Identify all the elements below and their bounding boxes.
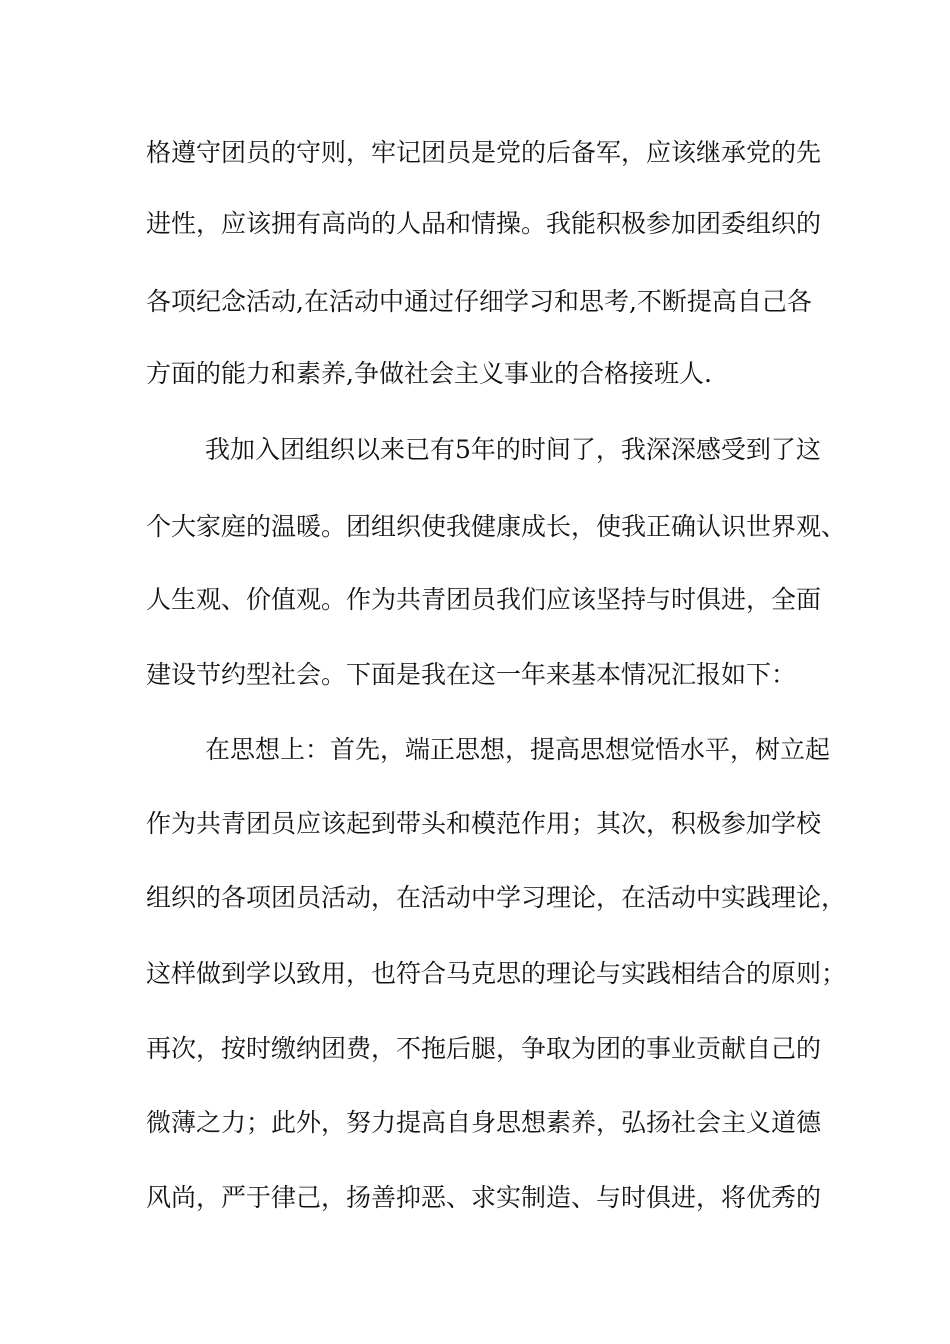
text-line-7: 人生观、价值观。作为共青团员我们应该坚持与时俱进，全面 xyxy=(146,585,822,614)
text-line-12: 这样做到学以致用，也符合马克思的理论与实践相结合的原则； xyxy=(146,959,847,988)
text-line-5: 我加入团组织以来已有5年的时间了，我深深感受到了这 xyxy=(205,435,821,464)
text-line-11: 组织的各项团员活动，在活动中学习理论，在活动中实践理论， xyxy=(146,883,847,912)
text-line-1: 格遵守团员的守则，牢记团员是党的后备军，应该继承党的先 xyxy=(146,138,822,167)
text-line-10: 作为共青团员应该起到带头和模范作用；其次，积极参加学校 xyxy=(146,809,822,838)
text-line-4: 方面的能力和素养,争做社会主义事业的合格接班人. xyxy=(146,359,712,388)
text-line-14: 微薄之力；此外，努力提高自身思想素养，弘扬社会主义道德 xyxy=(146,1108,822,1137)
text-line-6: 个大家庭的温暖。团组织使我健康成长，使我正确认识世界观、 xyxy=(146,512,847,541)
text-line-9: 在思想上：首先，端正思想，提高思想觉悟水平，树立起 xyxy=(205,735,831,764)
text-line-3: 各项纪念活动,在活动中通过仔细学习和思考,不断提高自己各 xyxy=(146,287,812,316)
text-line-15: 风尚，严于律己，扬善抑恶、求实制造、与时俱进，将优秀的 xyxy=(146,1183,822,1212)
text-line-8: 建设节约型社会。下面是我在这一年来基本情况汇报如下： xyxy=(146,660,797,689)
text-line-13: 再次，按时缴纳团费，不拖后腿，争取为团的事业贡献自己的 xyxy=(146,1034,822,1063)
text-line-2: 进性，应该拥有高尚的人品和情操。我能积极参加团委组织的 xyxy=(146,209,822,238)
